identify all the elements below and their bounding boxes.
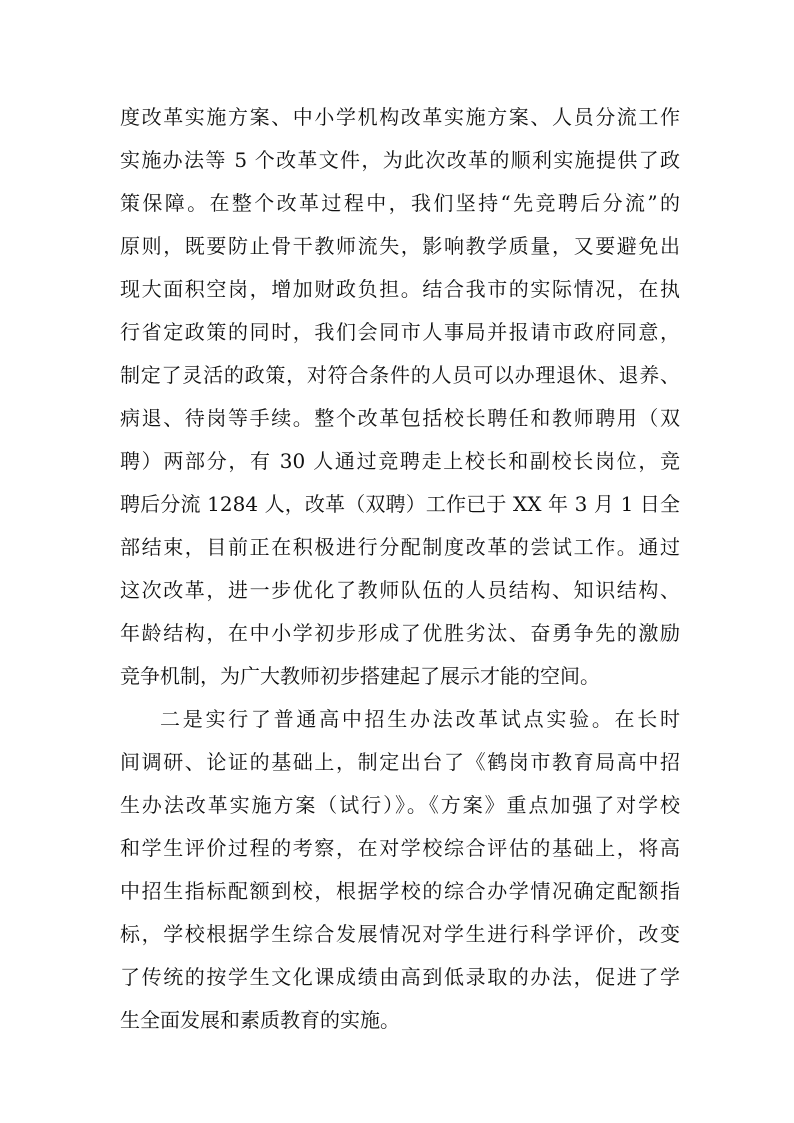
text-line: 制定了灵活的政策，对符合条件的人员可以办理退休、退养、	[120, 363, 680, 387]
text-line: 现大面积空岗，增加财政负担。结合我市的实际情况，在执	[120, 277, 680, 301]
text-line: 行省定政策的同时，我们会同市人事局并报请市政府同意，	[120, 320, 680, 344]
text-line: 年龄结构，在中小学初步形成了优胜劣汰、奋勇争先的激励	[120, 621, 680, 645]
text-line: 生全面发展和素质教育的实施。	[120, 1008, 400, 1032]
text-line: 标，学校根据学生综合发展情况对学生进行科学评价，改变	[120, 922, 680, 946]
text-line: 策保障。在整个改革过程中，我们坚持“先竞聘后分流”的	[120, 191, 680, 215]
text-line: 部结束，目前正在积极进行分配制度改革的尝试工作。通过	[120, 535, 680, 559]
text-line: 病退、待岗等手续。整个改革包括校长聘任和教师聘用（双	[120, 406, 680, 430]
text-line: 实施办法等 5 个改革文件，为此次改革的顺利实施提供了政	[120, 148, 680, 172]
text-line: 竞争机制，为广大教师初步搭建起了展示才能的空间。	[120, 664, 600, 688]
text-line: 了传统的按学生文化课成绩由高到低录取的办法，促进了学	[120, 965, 680, 989]
text-line: 度改革实施方案、中小学机构改革实施方案、人员分流工作	[120, 105, 680, 129]
text-line: 这次改革，进一步优化了教师队伍的人员结构、知识结构、	[120, 578, 680, 602]
text-line: 和学生评价过程的考察，在对学校综合评估的基础上，将高	[120, 836, 680, 860]
text-line: 聘后分流 1284 人，改革（双聘）工作已于 XX 年 3 月 1 日全	[120, 492, 680, 516]
text-line: 中招生指标配额到校，根据学校的综合办学情况确定配额指	[120, 879, 680, 903]
paragraph-first-line: 二是实行了普通高中招生办法改革试点实验。在长时	[160, 707, 680, 731]
text-line: 生办法改革实施方案（试行）》。《方案》重点加强了对学校	[120, 793, 680, 817]
text-line: 聘）两部分，有 30 人通过竞聘走上校长和副校长岗位，竞	[120, 449, 680, 473]
text-line: 原则，既要防止骨干教师流失，影响教学质量，又要避免出	[120, 234, 680, 258]
text-line: 间调研、论证的基础上，制定出台了《鹤岗市教育局高中招	[120, 750, 680, 774]
